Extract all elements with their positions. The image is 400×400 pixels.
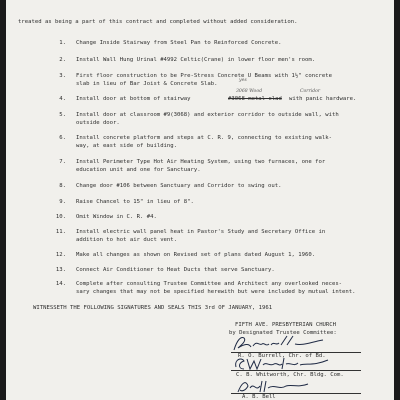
item-number: 10.: [55, 214, 66, 220]
item-text: Install Wall Hung Urinal #4992 Celtic(Crane) in lower floor men's room.: [76, 57, 316, 63]
signature-line: [231, 370, 361, 371]
item-number: 1.: [59, 40, 66, 46]
item-text: Install concrete platform and steps at C. R. 9, connecting to existing walk-: [76, 135, 332, 141]
item-text: with panic hardware.: [289, 96, 357, 102]
handwritten-note: yes: [239, 78, 247, 83]
item-number: 11.: [55, 229, 66, 235]
item-number: 3.: [59, 73, 66, 79]
item-number: 2.: [59, 57, 66, 63]
item-text: First floor construction to be Pre-Stress Concrete U Beams with 1½" concrete: [76, 73, 332, 79]
signer-name: R. O. Burrell, Chr. of Bd.: [238, 353, 326, 359]
witness-statement: WITNESSETH THE FOLLOWING SIGNATURES AND SEALS THIS 3rd OF JANUARY, 1961: [33, 305, 273, 311]
handwritten-note: Corridor: [300, 89, 321, 94]
document-page: [6, 0, 394, 400]
item-text: Install door at classroom #9(3068) and exterior corridor to outside wall, with: [76, 112, 339, 118]
item-text: addition to hot air duct vent.: [76, 237, 178, 243]
signer-name: C. B. Whitworth, Chr. Bldg. Com.: [236, 372, 344, 378]
intro-text: treated as being a part of this contract and completed without added consideration.: [18, 19, 298, 25]
signature-1: [231, 334, 326, 354]
item-number: 8.: [59, 183, 66, 189]
item-text: education unit and one for Sanctuary.: [76, 167, 201, 173]
item-number: 12.: [55, 252, 66, 258]
item-number: 5.: [59, 112, 66, 118]
item-text: sary changes that may not be specified herewith but were included by mutual intent.: [76, 289, 356, 295]
item-text: Complete after consulting Trustee Committee and Architect any overlooked neces-: [76, 281, 343, 287]
item-number: 14.: [55, 281, 66, 287]
item-number: 6.: [59, 135, 66, 141]
item-text: Install Perimeter Type Hot Air Heating System, using two furnaces, one for: [76, 159, 326, 165]
item-number: 9.: [59, 199, 66, 205]
church-name: FIFTH AVE. PRESBYTERIAN CHURCH: [235, 322, 337, 328]
item-text: slab in lieu of Bar Joist & Concrete Slab.: [76, 81, 218, 87]
item-text: outside door.: [76, 120, 120, 126]
committee-label: by Designated Trustee Committee:: [229, 330, 337, 336]
item-number: 7.: [59, 159, 66, 165]
item-text: Change door #106 between Sanctuary and Corridor to swing out.: [76, 183, 282, 189]
signer-name: A. B. Bell: [242, 394, 276, 400]
item-text: Connect Air Conditioner to Heat Ducts that serve Sanctuary.: [76, 267, 275, 273]
item-text: Install door at bottom of stairway: [76, 96, 191, 102]
item-text: Change Inside Stairway from Steel Pan to Reinforced Concrete.: [76, 40, 282, 46]
struck-text: #3068 metal clad: [228, 96, 282, 102]
handwritten-note: 3068 Wood: [236, 89, 263, 94]
item-text: Raise Chancel to 15" in lieu of 8".: [76, 199, 194, 205]
item-text: Install electric wall panel heat in Pastor's Study and Secretary Office in: [76, 229, 326, 235]
item-number: 4.: [59, 96, 66, 102]
item-text: Omit Window in C. R. #4.: [76, 214, 157, 220]
item-number: 13.: [55, 267, 66, 273]
item-text: Make all changes as shown on Revised set of plans dated August 1, 1960.: [76, 252, 316, 258]
item-text: way, at east side of building.: [76, 143, 178, 149]
